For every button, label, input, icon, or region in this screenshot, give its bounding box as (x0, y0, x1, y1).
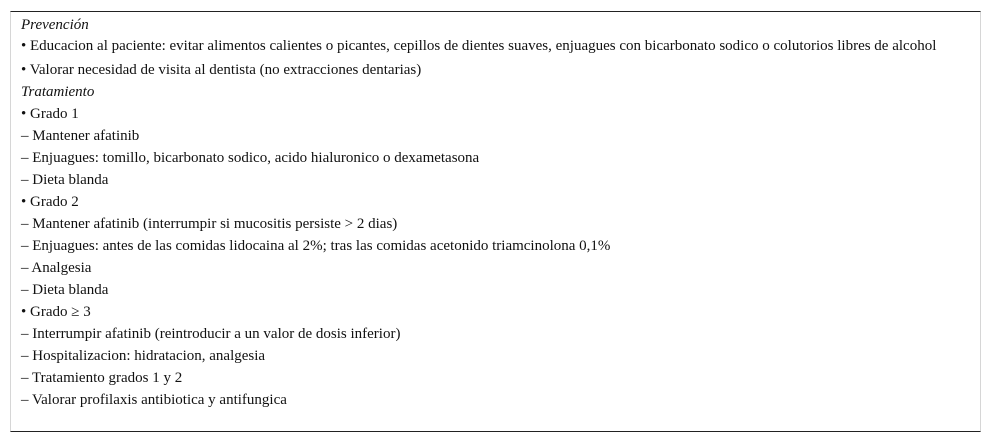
prevention-heading: Prevención (21, 17, 89, 33)
grade-2-header: • Grado 2 (21, 194, 79, 210)
prevention-item-patient-education: • Educacion al paciente: evitar alimentos calientes o picantes, cepillos de dientes suaves, enjuagues con bicarbonato sodico o colutorios libres de alcohol (21, 38, 937, 54)
grade-1-item: – Mantener afatinib (21, 128, 140, 144)
mucositis-management-table (10, 11, 981, 432)
grade-1-item: – Dieta blanda (21, 172, 109, 188)
grade-3-item: – Valorar profilaxis antibiotica y antifungica (21, 392, 287, 408)
grade-3-item: – Hospitalizacion: hidratacion, analgesia (21, 348, 266, 364)
grade-1-item: – Enjuagues: tomillo, bicarbonato sodico, acido hialuronico o dexametasona (21, 150, 480, 166)
grade-2-item: – Dieta blanda (21, 282, 109, 298)
grade-1-header: • Grado 1 (21, 106, 79, 122)
grade-3-header: • Grado ≥ 3 (21, 304, 91, 320)
grade-2-item: – Analgesia (21, 260, 92, 276)
grade-3-item: – Tratamiento grados 1 y 2 (21, 370, 183, 386)
grade-2-item: – Enjuagues: antes de las comidas lidocaina al 2%; tras las comidas acetonido triamcinolona 0,1% (21, 238, 611, 254)
grade-3-item: – Interrumpir afatinib (reintroducir a un valor de dosis inferior) (21, 326, 401, 342)
table-content (21, 14, 966, 411)
treatment-heading: Tratamiento (21, 84, 95, 100)
prevention-item-dentist-visit: • Valorar necesidad de visita al dentista (no extracciones dentarias) (21, 62, 422, 78)
grade-2-item: – Mantener afatinib (interrumpir si mucositis persiste > 2 dias) (21, 216, 398, 232)
